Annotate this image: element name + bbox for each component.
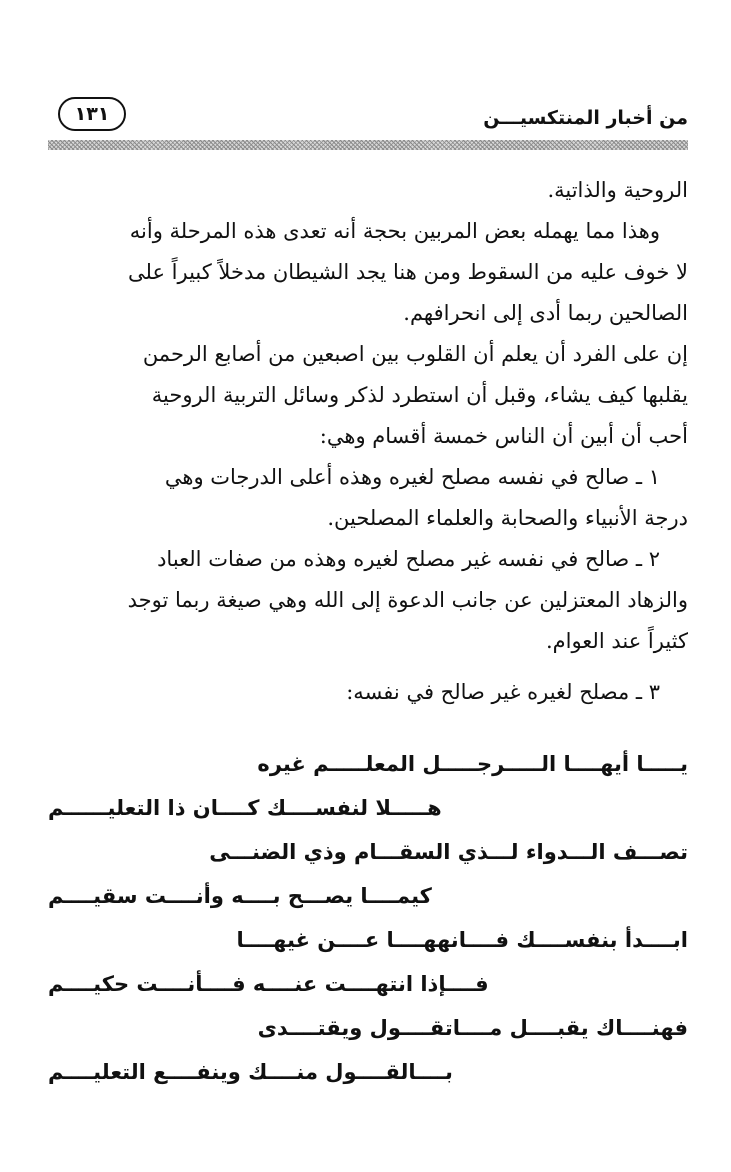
spacer [48, 662, 688, 672]
poem-hemistich: فــــإذا انتهــــت عنــــه فــــأنــــت حكيــــم [48, 972, 489, 996]
paragraph-1 [48, 170, 688, 211]
text-line: الصالحين ربما أدى إلى انحرافهم. [403, 301, 688, 325]
poem-hemistich: بــــالقــــول منــــك وينفــــع التعليــــم [48, 1060, 453, 1084]
text-line: درجة الأنبياء والصحابة والعلماء المصلحين. [327, 506, 688, 530]
running-title: من أخبار المنتكسيـــن [483, 107, 688, 129]
text-line: أحب أن أبين أن الناس خمسة أقسام وهي: [319, 424, 688, 448]
list-item-2 [48, 539, 688, 662]
list-item-3 [48, 672, 688, 713]
text-line: كثيراً عند العوام. [545, 629, 688, 653]
text-line: إن على الفرد أن يعلم أن القلوب بين اصبعين من أصابع الرحمن [142, 342, 688, 366]
text-line: ١ ـ صالح في نفسه مصلح لغيره وهذه أعلى الدرجات وهي [164, 465, 660, 489]
poem-hemistich: هـــــلا لنفســــك كــــان ذا التعليــــــم [48, 796, 442, 820]
paragraph-2 [48, 211, 688, 334]
body-text [48, 170, 688, 713]
poem [48, 742, 688, 1094]
header-divider [48, 140, 688, 150]
poem-hemistich: كيمــــا يصـــح بــــه وأنــــت سقيــــم [48, 884, 432, 908]
poem-hemistich: تصـــف الـــدواء لـــذي السقـــام وذي الضنـــى [209, 840, 688, 864]
text-line: وهذا مما يهمله بعض المربين بحجة أنه تعدى هذه المرحلة وأنه [129, 219, 660, 243]
page-header [48, 95, 688, 137]
text-line: ٣ ـ مصلح لغيره غير صالح في نفسه: [346, 680, 660, 704]
page-number-badge: ١٣١ [58, 97, 126, 131]
text-line: لا خوف عليه من السقوط ومن هنا يجد الشيطان مدخلاً كبيراً على [128, 260, 688, 284]
poem-hemistich: ابــــدأ بنفســــك فــــانههــــا عــــن غيهــــا [236, 928, 688, 952]
text-line: يقلبها كيف يشاء، وقبل أن استطرد لذكر وسائل التربية الروحية [151, 383, 688, 407]
paragraph-3 [48, 334, 688, 457]
text-line: الروحية والذاتية. [547, 178, 688, 202]
text-line: ٢ ـ صالح في نفسه غير مصلح لغيره وهذه من صفات العباد [157, 547, 660, 571]
text-line: والزهاد المعتزلين عن جانب الدعوة إلى الله وهي صيغة ربما توجد [127, 588, 688, 612]
list-item-1 [48, 457, 688, 539]
poem-hemistich: يـــــا أيهــــا الـــــرجـــــل المعلـــــم غيره [257, 752, 688, 776]
poem-hemistich: فهنــــاك يقبــــل مــــاتقــــول ويقتــــدى [257, 1016, 688, 1040]
